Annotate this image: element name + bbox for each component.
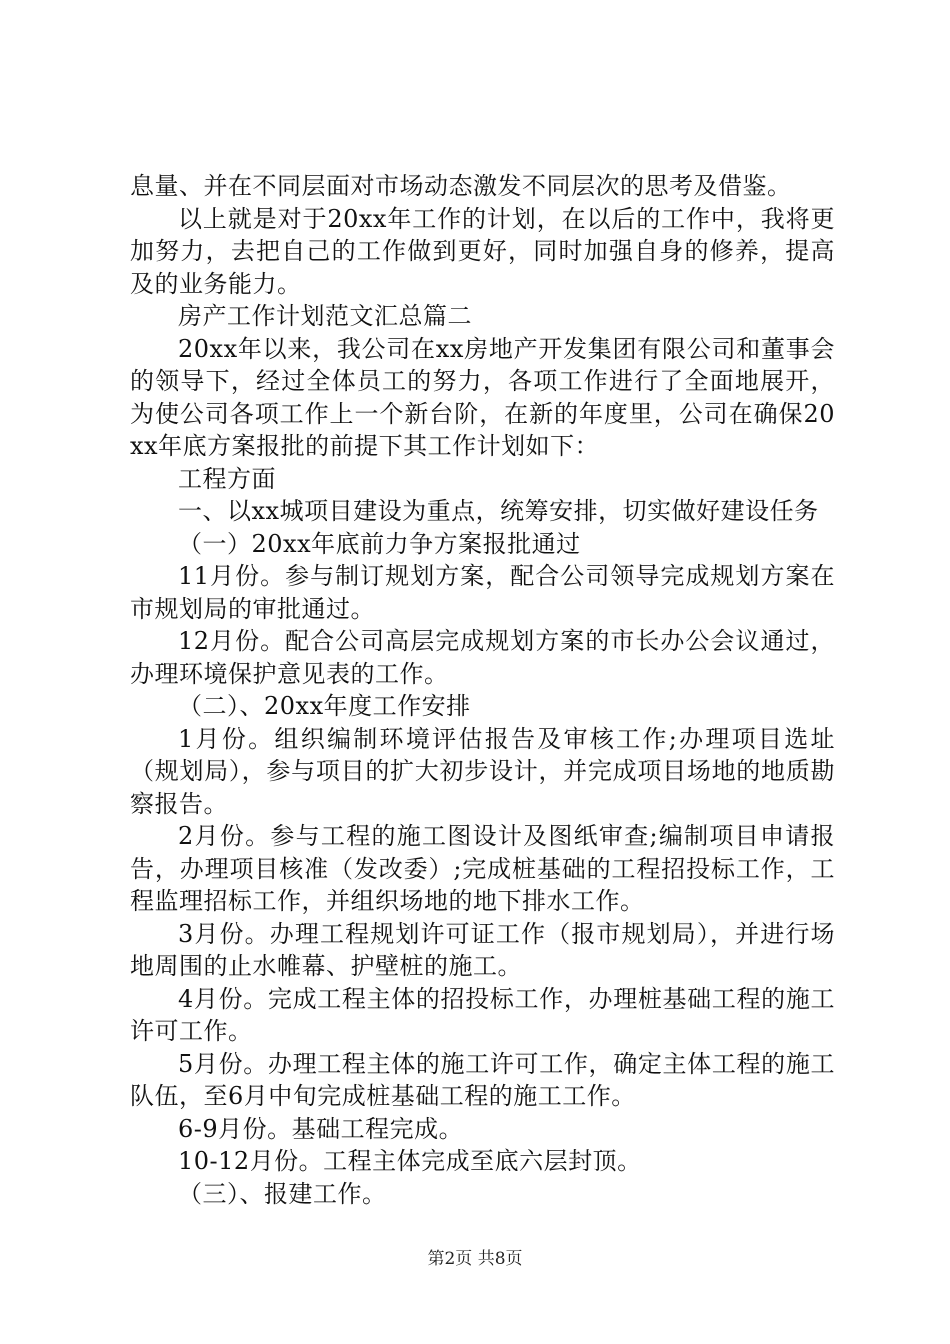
paragraph-8: 11月份。参与制订规划方案，配合公司领导完成规划方案在市规划局的审批通过。	[130, 562, 835, 623]
paragraph-7: （一）20xx年底前力争方案报批通过	[178, 529, 581, 558]
paragraph-15: 5月份。办理工程主体的施工许可工作，确定主体工程的施工队伍，至6月中旬完成桩基础工程的施工工作。	[130, 1049, 835, 1110]
page-number-footer: 第2页 共8页	[427, 1249, 523, 1269]
paragraph-18: （三）、报建工作。	[178, 1179, 387, 1208]
paragraph-9: 12月份。配合公司高层完成规划方案的市长办公会议通过，办理环境保护意见表的工作。	[130, 627, 835, 688]
paragraph-4: 20xx年以来，我公司在xx房地产开发集团有限公司和董事会的领导下，经过全体员工的努力，各项工作进行了全面地展开，为使公司各项工作上一个新台阶，在新的年度里，公司在确保20xx年底方案报批的前提下其工作计划如下：	[130, 334, 835, 460]
paragraph-12: 2月份。参与工程的施工图设计及图纸审查;编制项目申请报告，办理项目核准（发改委）;完成桩基础的工程招投标工作，工程监理招标工作，并组织场地的地下排水工作。	[130, 822, 835, 915]
paragraph-17: 10-12月份。工程主体完成至底六层封顶。	[178, 1147, 642, 1175]
paragraph-1: 息量、并在不同层面对市场动态激发不同层次的思考及借鉴。	[130, 172, 792, 200]
paragraph-13: 3月份。办理工程规划许可证工作（报市规划局），并进行场地周围的止水帷幕、护壁桩的施工。	[130, 919, 835, 980]
subheading-engineering: 工程方面	[178, 464, 276, 493]
section-heading: 房产工作计划范文汇总篇二	[178, 302, 472, 330]
paragraph-14: 4月份。完成工程主体的招投标工作，办理桩基础工程的施工许可工作。	[130, 984, 835, 1045]
document-body	[130, 170, 835, 1210]
paragraph-6: 一、以xx城项目建设为重点，统筹安排，切实做好建设任务	[178, 497, 819, 525]
paragraph-2: 以上就是对于20xx年工作的计划，在以后的工作中，我将更加努力，去把自己的工作做到更好，同时加强自身的修养，提高及的业务能力。	[130, 204, 835, 298]
paragraph-16: 6-9月份。基础工程完成。	[178, 1114, 464, 1143]
paragraph-11: 1月份。组织编制环境评估报告及审核工作;办理项目选址（规划局），参与项目的扩大初步设计，并完成项目场地的地质勘察报告。	[130, 724, 835, 818]
paragraph-10: （二）、20xx年度工作安排	[178, 692, 471, 720]
